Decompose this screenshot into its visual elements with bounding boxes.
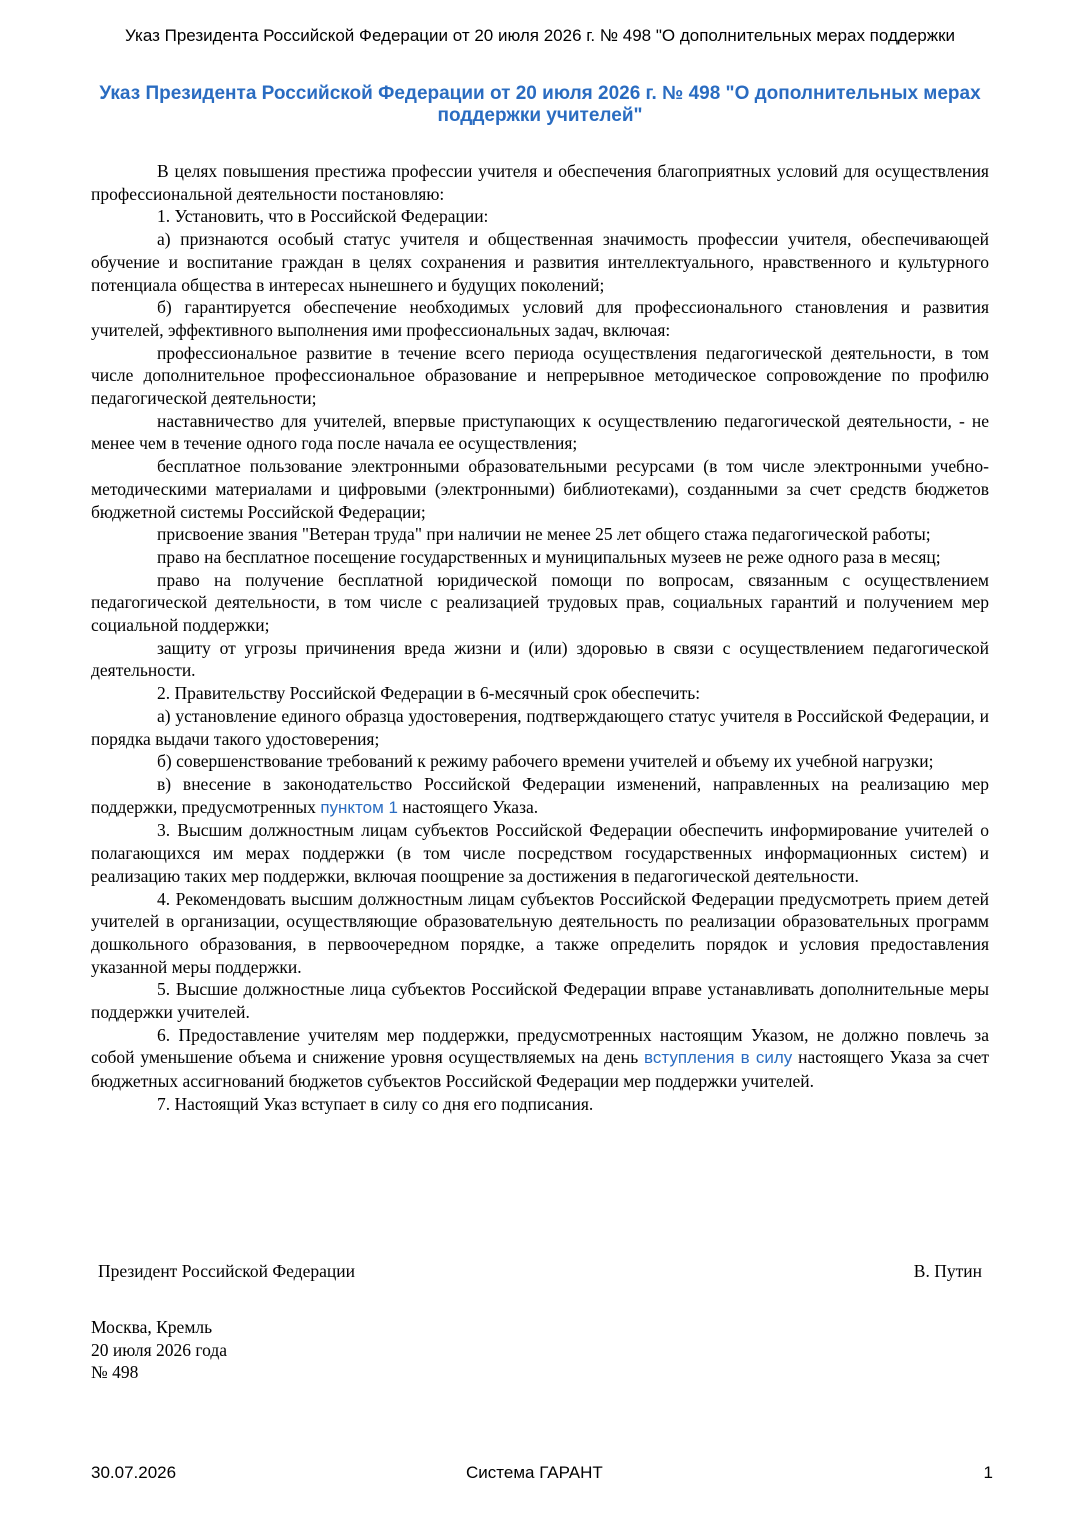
paragraph-item-6: [91, 1024, 989, 1093]
paragraph-item-1: 1. Установить, что в Российской Федерации:: [157, 206, 489, 227]
paragraph-electronic-resources: бесплатное пользование электронными образовательными ресурсами (в том числе электронными учебно-методическими материалами и цифровыми (электронными) библиотеками), созданными за счет средств бюджетов бюджетной системы Российской Федерации;: [91, 456, 989, 522]
paragraph-item-2c: [91, 773, 989, 819]
paragraph-protection: защиту от угрозы причинения вреда жизни и (или) здоровью в связи с осуществлением педагогической деятельности.: [91, 637, 989, 681]
paragraph-item-2c-text-start: в) внесение в законодательство Российской Федерации изменений, направленных на реализацию мер поддержки, предусмотренных: [91, 773, 989, 817]
page-number: 1: [983, 1463, 993, 1482]
paragraph-preamble: В целях повышения престижа профессии учителя и обеспечения благоприятных условий для осуществления профессиональной деятельности постановляю:: [91, 161, 989, 204]
document-number: № 498: [91, 1362, 139, 1382]
paragraph-item-1a: а) признаются особый статус учителя и общественная значимость профессии учителя, обеспечивающей обучение и воспитание граждан в целях сохранения и развития интеллектуального, нравственного и культурного потенциала общества в интересах нынешнего и будущих поколений;: [91, 229, 989, 295]
paragraph-item-4: 4. Рекомендовать высшим должностным лицам субъектов Российской Федерации предусмотреть прием детей учителей в организации, осуществляющие образовательную деятельность по реализации образовательных программ дошкольного образования, в первоочередном порядке, а также определить порядок и условия предоставления указанной меры поддержки.: [91, 888, 989, 977]
signature-position: Президент Российской Федерации: [98, 1261, 355, 1281]
footer-system: Система ГАРАНТ: [466, 1463, 603, 1482]
paragraph-item-3: 3. Высшим должностным лицам субъектов Российской Федерации обеспечить информирование учителей о полагающихся им мерах поддержки (в том числе посредством государственных информационных систем) и реализацию таких мер поддержки, включая поощрение за достижения в педагогической деятельности.: [91, 820, 989, 886]
paragraph-legal-aid: право на получение бесплатной юридической помощи по вопросам, связанным с осуществлением педагогической деятельности, в том числе с реализацией трудовых прав, социальных гарантий и получением мер социальной поддержки;: [91, 569, 989, 636]
paragraph-item-6-text-start: 6. Предоставление учителям мер поддержки, предусмотренных настоящим Указом, не должно повлечь за собой уменьшение объема и снижение уровня осуществляемых на день: [91, 1024, 989, 1068]
place-date-block: [91, 1316, 491, 1384]
signature-name: В. Путин: [913, 1261, 982, 1281]
paragraph-mentorship: наставничество для учителей, впервые приступающих к осуществлению педагогической деятельности, - не менее чем в течение одного года после начала ее осуществления;: [91, 410, 989, 454]
place-city: Москва, Кремль: [91, 1317, 213, 1337]
paragraph-professional-development: профессиональное развитие в течение всего периода осуществления педагогической деятельности, в том числе дополнительное профессиональное образование и непрерывное методическое сопровождение по профилю педагогической деятельности;: [91, 342, 989, 409]
paragraph-veteran-title: присвоение звания "Ветеран труда" при наличии не менее 25 лет общего стажа педагогической работы;: [157, 524, 931, 545]
paragraph-museums: право на бесплатное посещение государственных и муниципальных музеев не реже одного раза в месяц;: [157, 546, 941, 567]
paragraph-item-2b: б) совершенствование требований к режиму рабочего времени учителей и объему их учебной нагрузки;: [157, 751, 934, 772]
document-title: Указ Президента Российской Федерации от 20 июля 2026 г. № 498 "О дополнительных мерах поддержки учителей": [99, 83, 981, 126]
paragraph-item-1b: б) гарантируется обеспечение необходимых условий для профессионального становления и развития учителей, эффективного выполнения ими профессиональных задач, включая:: [91, 297, 989, 340]
paragraph-item-2c-text-end: настоящего Указа.: [397, 796, 539, 817]
running-header: Указ Президента Российской Федерации от 20 июля 2026 г. № 498 "О дополнительных мерах поддержки: [124, 26, 956, 45]
link-entry-into-force[interactable]: вступления в силу: [644, 1048, 793, 1068]
paragraph-item-2: 2. Правительству Российской Федерации в 6-месячный срок обеспечить:: [157, 683, 701, 704]
place-date: 20 июля 2026 года: [91, 1339, 228, 1360]
paragraph-item-6-text-end: настоящего Указа за счет бюджетных ассигнований бюджетов субъектов Российской Федерации мер поддержки учителей.: [91, 1047, 989, 1092]
link-item-1[interactable]: пунктом 1: [320, 797, 398, 817]
paragraph-item-7: 7. Настоящий Указ вступает в силу со дня его подписания.: [157, 1093, 594, 1114]
signature-row: [98, 1260, 982, 1282]
footer-date: 30.07.2026: [91, 1463, 177, 1482]
paragraph-item-5: 5. Высшие должностные лица субъектов Российской Федерации вправе устанавливать дополнительные меры поддержки учителей.: [91, 979, 989, 1023]
document-body: [91, 160, 989, 1116]
paragraph-item-2a: а) установление единого образца удостоверения, подтверждающего статус учителя в Российской Федерации, и порядка выдачи такого удостоверения;: [91, 705, 989, 749]
